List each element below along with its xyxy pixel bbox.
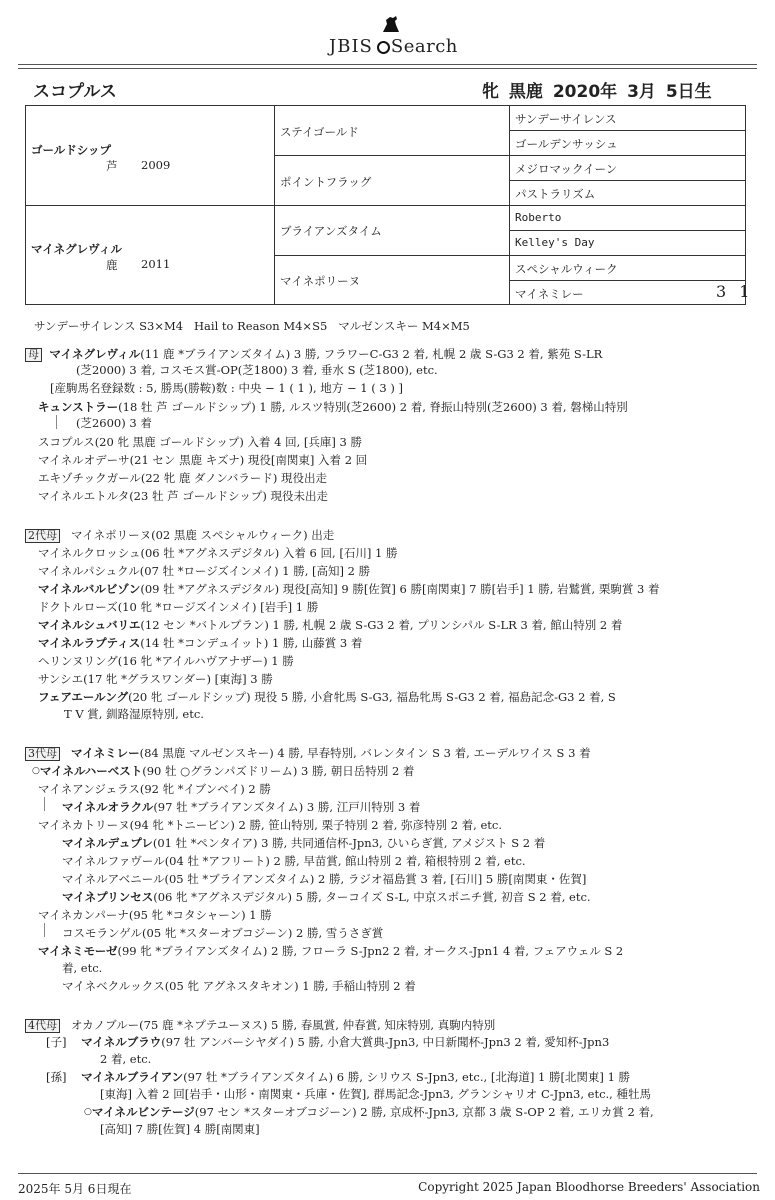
record-text: (芝2000) 3 着, コスモス賞-OP(芝1800) 3 着, 垂水 S (芝1800), etc. [76, 363, 438, 377]
sire-name[interactable]: ゴールドシップ [31, 143, 112, 157]
jbis-search-logo[interactable] [329, 8, 464, 56]
dam-coat: 鹿 [106, 258, 118, 272]
horse-info: 牝 黒鹿 2020年 3月 5日生 [482, 82, 712, 102]
horse-link[interactable]: マイネルデュプレ [62, 836, 153, 850]
record-text: (18 牡 芦 ゴールドシップ) 1 勝, ルスツ特別(芝2600) 2 着, 脊振山特別(芝2600) 3 着, 磐梯山特別 [118, 400, 628, 414]
record-text: (06 牝 *アグネスデジタル) 5 勝, ターコイズ S-L, 中京スポニチ賞, 初音 S 2 着, etc. [153, 890, 591, 904]
list-item: スコプルス(20 牝 黒鹿 ゴールドシップ) 入着 4 回, [兵庫] 3 勝 [38, 435, 363, 449]
gen3-ancestor[interactable]: Roberto [515, 211, 562, 224]
search-icon [377, 41, 390, 54]
sire-year: 2009 [141, 158, 171, 172]
list-item: マイネアンジェラス(92 牝 *イブンベイ) 2 勝 [38, 782, 271, 796]
record-text: (97 牡 *ブライアンズタイム) 6 勝, シリウス S-Jpn3, etc., [北海道] 1 勝[北関東] 1 勝 [183, 1070, 631, 1084]
sire-sire[interactable]: ステイゴールド [280, 125, 359, 139]
record-text: (97 牡 *ブライアンズタイム) 3 勝, 江戸川特別 3 着 [153, 800, 421, 814]
list-item: マイネルオデーサ(21 セン 黒鹿 キズナ) 現役[南関東] 入着 2 回 [38, 453, 368, 467]
horse-link[interactable]: マイネルシュバリエ [38, 618, 141, 632]
list-item: マイネルエトルタ(23 牡 芦 ゴールドシップ) 現役未出走 [38, 489, 328, 503]
list-item: マイネカンパーナ(95 牝 *コタシャーン) 1 勝 [38, 908, 272, 922]
copyright-notice: Copyright 2025 Japan Bloodhorse Breeders' Association [418, 1180, 760, 1194]
record-text: [東海] 入着 2 回[岩手・山形・南関東・兵庫・佐賀], 群馬記念-Jpn3, グランシャリオ C-Jpn3, etc., 種牡馬 [100, 1087, 651, 1101]
record-text: (99 牝 *ブライアンズタイム) 2 勝, フローラ S-Jpn2 2 着, オークス-Jpn1 4 着, フェアウェル S 2 [117, 944, 624, 958]
list-item: マイネルアベニール(05 牡 *ブライアンズタイム) 2 勝, ラジオ福島賞 3 着, [石川] 5 勝[南関東・佐賀] [62, 872, 587, 886]
record-text: (14 牡 *コンデュイット) 1 勝, 山藤賞 3 着 [140, 636, 363, 650]
dam-dam[interactable]: マイネポリーヌ [280, 274, 361, 288]
horse-link[interactable]: マイネプリンセス [62, 890, 154, 904]
horse-link[interactable]: マイネルブライアン [81, 1070, 184, 1084]
logo-text: JBIS Search [329, 36, 458, 57]
record-text: (20 牝 ゴールドシップ) 現役 5 勝, 小倉牝馬 S-G3, 福島牝馬 S-G3 2 着, 福島記念-G3 2 着, S [128, 690, 616, 704]
list-item: コスモランゲル(05 牝 *スターオブコジーン) 2 勝, 雪うさぎ賞 [62, 926, 384, 940]
section-tag: 母 [25, 348, 42, 362]
grandchild-label: [孫] [46, 1070, 67, 1084]
section-2nd-dam [0, 527, 775, 727]
header-divider [18, 64, 757, 65]
gen3-ancestor[interactable]: サンデーサイレンス [515, 112, 617, 126]
horse-link[interactable]: マイネルハーベスト [39, 764, 143, 778]
horse-link[interactable]: マイネルブラウ [81, 1035, 162, 1049]
sire-coat: 芦 [106, 159, 118, 173]
marker-icon: ○ [32, 766, 40, 776]
record-text: (11 鹿 *ブライアンズタイム) 3 勝, フラワーC-G3 2 着, 札幌 2 歳 S-G3 2 着, 紫苑 S-LR [140, 347, 603, 361]
horse-link[interactable]: マイネミモーゼ [38, 944, 118, 958]
gen3-ancestor[interactable]: メジロマックイーン [515, 162, 618, 176]
marker-icon: ○ [84, 1107, 92, 1117]
list-item: マイネカトリーヌ(94 牝 *トニービン) 2 勝, 笹山特別, 栗子特別 2 着, 弥彦特別 2 着, etc. [38, 818, 503, 832]
list-item: ヘリンヌリング(16 牝 *アイルハヴアナザー) 1 勝 [38, 654, 294, 668]
record-text: (97 セン *スターオブコジーン) 2 勝, 京成杯-Jpn3, 京都 3 歳 S-OP 2 着, エリカ賞 2 着, [194, 1105, 654, 1119]
list-item: マイネルパシュクル(07 牡 *ロージズインメイ) 1 勝, [高知] 2 勝 [38, 564, 371, 578]
list-item: オカノブルー(75 鹿 *ネプテユーヌス) 5 勝, 春風賞, 仲春賞, 知床特別, 真駒内特別 [70, 1018, 496, 1032]
record-text: 着, etc. [62, 961, 103, 975]
header-divider [18, 68, 757, 69]
section-dam [0, 346, 775, 506]
record-text: (01 牡 *ペンタイア) 3 勝, 共同通信杯-Jpn3, ひいらぎ賞, アメジスト S 2 着 [152, 836, 546, 850]
horse-logo-icon [381, 14, 401, 34]
dam-sire[interactable]: ブライアンズタイム [280, 224, 382, 238]
dam-name[interactable]: マイネグレヴィル [31, 242, 122, 256]
record-text: (09 牡 *アグネスデジタル) 現役[高知] 9 勝[佐賀] 6 勝[南関東] 7 勝[岩手] 1 勝, 岩鷲賞, 栗駒賞 3 着 [140, 582, 660, 596]
horse-link[interactable]: マイネルラプティス [38, 636, 141, 650]
horse-link[interactable]: キュンストラー [38, 400, 119, 414]
inbreeding-summary: サンデーサイレンス S3×M4 Hail to Reason M4×S5 マルゼンスキー M4×M5 [34, 319, 470, 333]
section-3rd-dam [0, 745, 775, 995]
offspring-stats: [産駒馬名登録数 : 5, 勝馬(勝鞍)数 : 中央 − 1 ( 1 ), 地方 − 1 ( 3 ) ] [50, 381, 403, 395]
sire-dam[interactable]: ポイントフラッグ [280, 175, 372, 189]
gen3-ancestor[interactable]: Kelley's Day [515, 236, 595, 249]
horse-link[interactable]: フェアエールング [38, 690, 129, 704]
record-text: (12 セン *バトルプラン) 1 勝, 札幌 2 歳 S-G3 2 着, プリンシパル S-LR 3 着, 館山特別 2 着 [140, 618, 623, 632]
section-tag: 3代母 [25, 747, 60, 761]
gen3-ancestor[interactable]: パストラリズム [515, 187, 596, 201]
family-number: 3 1 [716, 282, 754, 301]
section-tag: 4代母 [25, 1019, 60, 1033]
list-item: エキゾチックガール(22 牝 鹿 ダノンバラード) 現役出走 [38, 471, 328, 485]
list-item: ドクトルローズ(10 牝 *ロージズインメイ) [岩手] 1 勝 [38, 600, 319, 614]
horse-link[interactable]: マイネルオラクル [62, 800, 154, 814]
horse-name: スコプルス [33, 82, 117, 102]
child-label: [子] [46, 1035, 67, 1049]
list-item: マイネポリーヌ(02 黒鹿 スペシャルウィーク) 出走 [70, 528, 335, 542]
list-item: マイネベクルックス(05 牝 アグネスタキオン) 1 勝, 手稲山特別 2 着 [62, 979, 416, 993]
record-text: 2 着, etc. [100, 1052, 152, 1066]
record-text: [高知] 7 勝[佐賀] 4 勝[南関東] [100, 1122, 260, 1136]
record-text: (芝2600) 3 着 [76, 416, 152, 430]
record-text: (84 黒鹿 マルゼンスキー) 4 勝, 早春特別, バレンタイン S 3 着, エーデルワイス S 3 着 [139, 746, 591, 760]
horse-link[interactable]: マイネルバルビゾン [38, 582, 141, 596]
pedigree-table [25, 105, 754, 305]
gen3-ancestor[interactable]: ゴールデンサッシュ [515, 137, 618, 151]
footer-divider [18, 1173, 757, 1174]
section-4th-dam [0, 1017, 775, 1147]
gen3-ancestor[interactable]: スペシャルウィーク [515, 262, 618, 276]
list-item: マイネルクロッシュ(06 牡 *アグネスデジタル) 入着 6 回, [石川] 1 勝 [38, 546, 398, 560]
horse-link[interactable]: マイネルビンテージ [91, 1105, 195, 1119]
as-of-date: 2025年 5月 6日現在 [18, 1182, 132, 1196]
record-text: (97 牡 アンバーシヤダイ) 5 勝, 小倉大賞典-Jpn3, 中日新聞杯-Jpn3 2 着, 愛知杯-Jpn3 [161, 1035, 610, 1049]
list-item: サンシエ(17 牝 *グラスワンダー) [東海] 3 勝 [38, 672, 273, 686]
dam-year: 2011 [141, 257, 171, 271]
section-tag: 2代母 [25, 529, 60, 543]
record-text: (90 牡 ○グランパズドリーム) 3 勝, 朝日岳特別 2 着 [142, 764, 415, 778]
horse-link[interactable]: マイネミレー [70, 746, 140, 760]
gen3-ancestor[interactable]: マイネミレー [515, 287, 584, 301]
record-text: T V 賞, 釧路湿原特別, etc. [64, 707, 204, 721]
list-item: マイネルファヴール(04 牡 *アフリート) 2 勝, 早苗賞, 館山特別 2 着, 箱根特別 2 着, etc. [62, 854, 526, 868]
horse-link[interactable]: マイネグレヴィル [49, 347, 141, 361]
